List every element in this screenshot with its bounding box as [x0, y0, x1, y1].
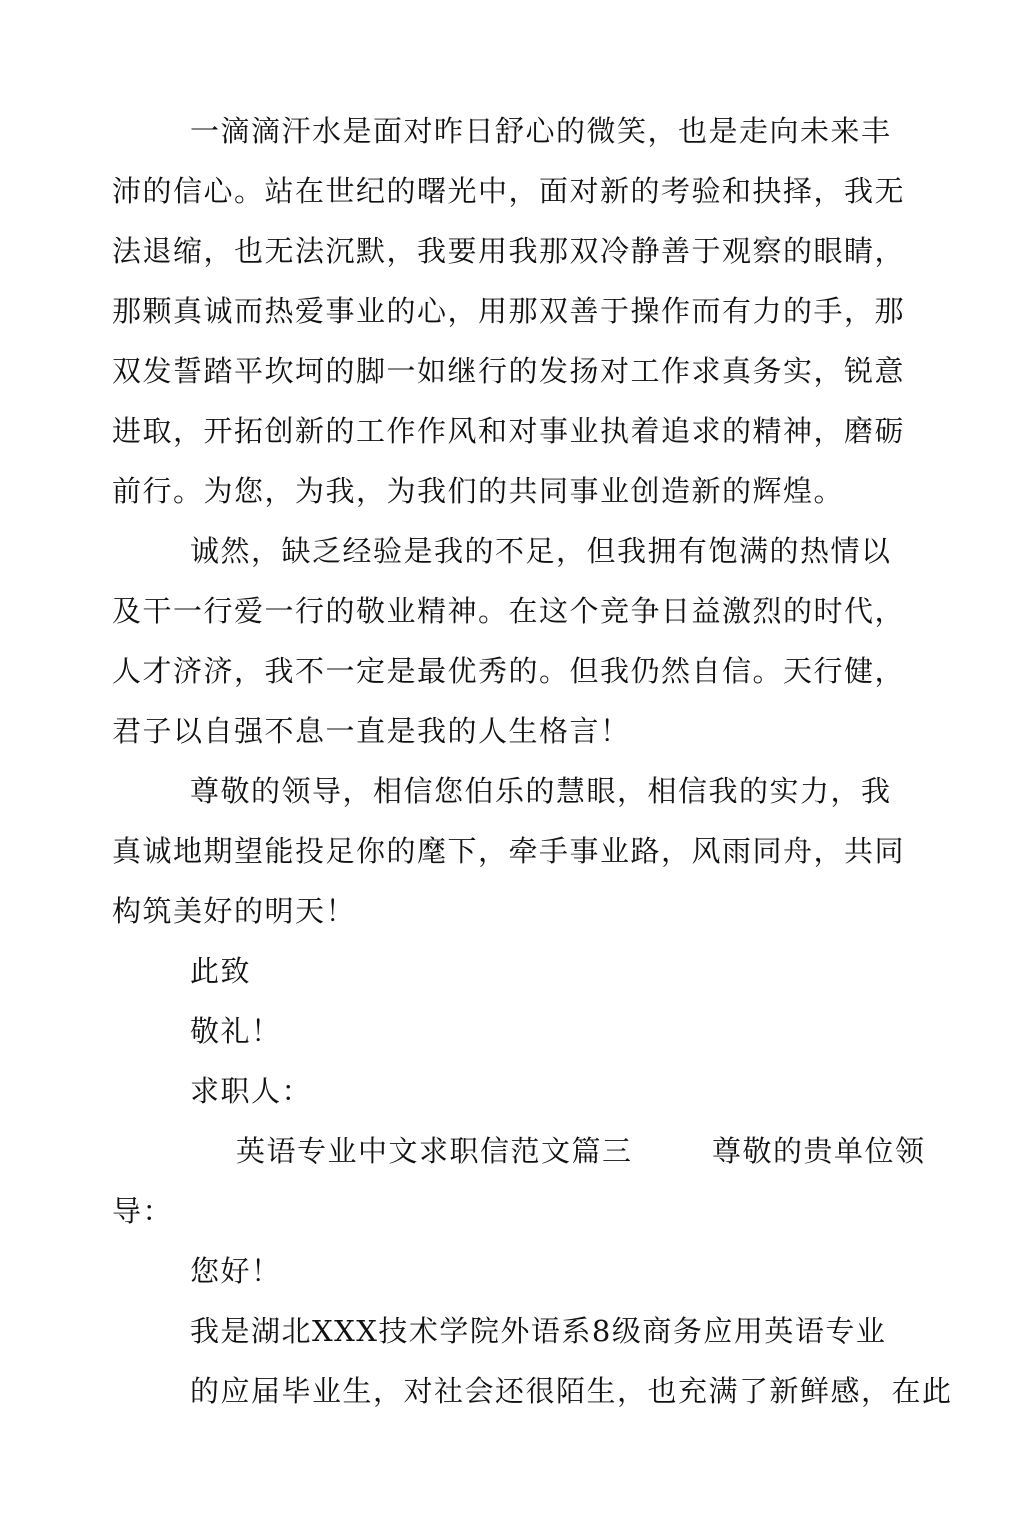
paragraph-line: 前行。为您，为我，为我们的共同事业创造新的辉煌。 — [112, 474, 845, 508]
paragraph-line: 君子以自强不息一直是我的人生格言！ — [112, 714, 631, 748]
paragraph-line: 人才济济，我不一定是最优秀的。但我仍然自信。天行健， — [112, 654, 906, 688]
paragraph-line: 构筑美好的明天！ — [112, 894, 357, 928]
paragraph-line: 真诚地期望能投足你的麾下，牵手事业路，风雨同舟，共同 — [112, 834, 906, 868]
paragraph-line: 的应届毕业生，对社会还很陌生，也充满了新鲜感，在此 — [190, 1374, 953, 1408]
paragraph-line: 我是湖北XXX技术学院外语系8级商务应用英语专业 — [190, 1314, 887, 1348]
paragraph-line: 双发誓踏平坎坷的脚一如继行的发扬对工作求真务实，锐意 — [112, 354, 906, 388]
section-heading: 英语专业中文求职信范文篇三 — [236, 1134, 633, 1168]
paragraph-line: 进取，开拓创新的工作作风和对事业执着追求的精神，磨砺 — [112, 414, 906, 448]
closing-line: 敬礼！ — [190, 1014, 282, 1048]
paragraph-line: 一滴滴汗水是面对昨日舒心的微笑，也是走向未来丰 — [190, 114, 892, 148]
paragraph-line: 诚然，缺乏经验是我的不足，但我拥有饱满的热情以 — [190, 534, 892, 568]
paragraph-line: 沛的信心。站在世纪的曙光中，面对新的考验和抉择，我无 — [112, 174, 906, 208]
paragraph-line: 及干一行爱一行的敬业精神。在这个竞争日益激烈的时代， — [112, 594, 906, 628]
salutation-line: 导： — [112, 1194, 174, 1228]
greeting-line: 您好！ — [190, 1254, 282, 1288]
paragraph-line: 那颗真诚而热爱事业的心，用那双善于操作而有力的手，那 — [112, 294, 906, 328]
paragraph-line: 尊敬的领导，相信您伯乐的慧眼，相信我的实力，我 — [190, 774, 892, 808]
paragraph-line: 法退缩，也无法沉默，我要用我那双冷静善于观察的眼睛， — [112, 234, 906, 268]
salutation-line: 尊敬的贵单位领 — [712, 1134, 926, 1168]
closing-line: 此致 — [190, 954, 252, 988]
signature-label: 求职人： — [190, 1074, 313, 1108]
